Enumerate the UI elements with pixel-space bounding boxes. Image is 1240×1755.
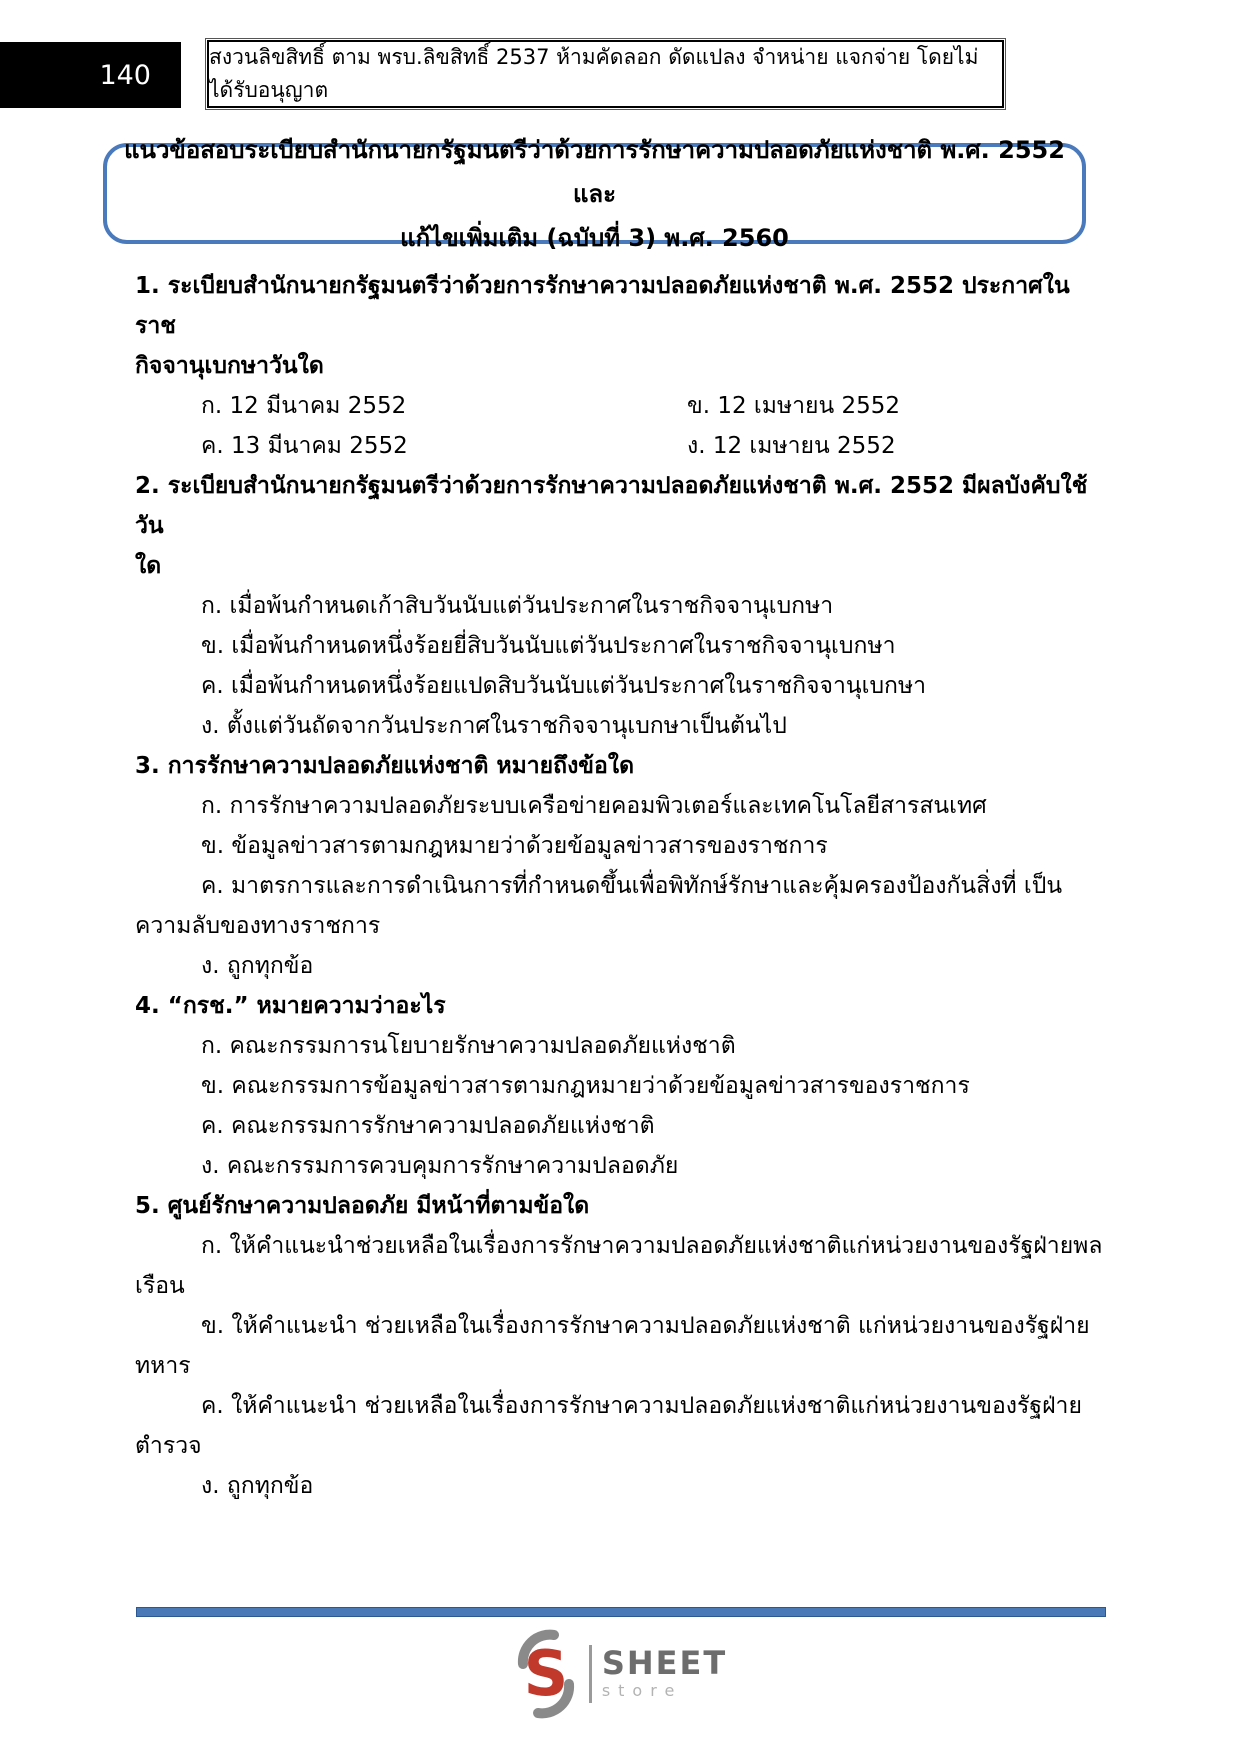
choice-d: ง. ตั้งแต่วันถัดจากวันประกาศในราชกิจจานุเบกษาเป็นต้นไป [201, 713, 787, 739]
logo-s-icon [513, 1628, 579, 1720]
choice-c: ค. เมื่อพ้นกำหนดหนึ่งร้อยแปดสิบวันนับแต่วันประกาศในราชกิจจานุเบกษา [201, 673, 927, 699]
choice-a-continued: เรือน [135, 1273, 185, 1299]
choice-c-continued: ความลับของทางราชการ [135, 913, 381, 939]
question-1 [135, 266, 1110, 466]
choice-d: ง. ถูกทุกข้อ [201, 1473, 314, 1499]
choice-a: ก. เมื่อพ้นกำหนดเก้าสิบวันนับแต่วันประกาศในราชกิจจานุเบกษา [201, 593, 834, 619]
logo-divider [589, 1645, 592, 1703]
choice-c: ค. 13 มีนาคม 2552 [201, 433, 408, 459]
question-4 [135, 986, 1110, 1186]
page-number-box [0, 42, 181, 108]
svg-text:S: S [523, 1637, 569, 1710]
question-text: 1. ระเบียบสำนักนายกรัฐมนตรีว่าด้วยการรักษาความปลอดภัยแห่งชาติ พ.ศ. 2552 ประกาศในราช [135, 273, 1070, 339]
question-2 [135, 466, 1110, 746]
choice-b-continued: ทหาร [135, 1353, 191, 1379]
question-text: กิจจานุเบกษาวันใด [135, 353, 324, 379]
question-text: 2. ระเบียบสำนักนายกรัฐมนตรีว่าด้วยการรักษาความปลอดภัยแห่งชาติ พ.ศ. 2552 มีผลบังคับใช้วัน [135, 473, 1088, 539]
choice-grid [135, 386, 1110, 466]
choice-b: ข. คณะกรรมการข้อมูลข่าวสารตามกฎหมายว่าด้วยข้อมูลข่าวสารของราชการ [201, 1073, 970, 1099]
sheet-store-logo [0, 1628, 1240, 1720]
exam-title-line-1: แนวข้อสอบระเบียบสำนักนายกรัฐมนตรีว่าด้วยการรักษาความปลอดภัยแห่งชาติ พ.ศ. 2552 และ [124, 135, 1065, 208]
choice-c: ค. คณะกรรมการรักษาความปลอดภัยแห่งชาติ [201, 1113, 655, 1139]
choice-a: ก. การรักษาความปลอดภัยระบบเครือข่ายคอมพิวเตอร์และเทคโนโลยีสารสนเทศ [201, 793, 987, 819]
choice-a: ก. คณะกรรมการนโยบายรักษาความปลอดภัยแห่งชาติ [201, 1033, 736, 1059]
page-number: 140 [99, 59, 151, 91]
choice-a: ก. 12 มีนาคม 2552 [201, 393, 407, 419]
copyright-notice: สงวนลิขสิทธิ์ ตาม พรบ.ลิขสิทธิ์ 2537 ห้ามคัดลอก ดัดแปลง จำหน่าย แจกจ่าย โดยไม่ได้รับอนุญาต [209, 45, 979, 102]
question-text: 4. “กรช.” หมายความว่าอะไร [135, 993, 446, 1019]
exam-title-box [103, 135, 1086, 252]
choice-c: ค. มาตรการและการดำเนินการที่กำหนดขึ้นเพื่อพิทักษ์รักษาและคุ้มครองป้องกันสิ่งที่ เป็น [201, 873, 1063, 899]
choice-d: ง. คณะกรรมการควบคุมการรักษาความปลอดภัย [201, 1153, 679, 1179]
choice-d: ง. 12 เมษายน 2552 [687, 433, 896, 459]
choice-d: ง. ถูกทุกข้อ [201, 953, 314, 979]
question-text: ใด [135, 553, 162, 579]
exam-title-line-2: แก้ไขเพิ่มเติม (ฉบับที่ 3) พ.ศ. 2560 [400, 223, 789, 252]
choice-c-continued: ตำรวจ [135, 1433, 202, 1459]
question-5 [135, 1186, 1110, 1506]
choice-b: ข. ข้อมูลข่าวสารตามกฎหมายว่าด้วยข้อมูลข่าวสารของราชการ [201, 833, 828, 859]
choice-c: ค. ให้คำแนะนำ ช่วยเหลือในเรื่องการรักษาความปลอดภัยแห่งชาติแก่หน่วยงานของรัฐฝ่าย [201, 1393, 1082, 1419]
choice-b: ข. เมื่อพ้นกำหนดหนึ่งร้อยยี่สิบวันนับแต่วันประกาศในราชกิจจานุเบกษา [201, 633, 896, 659]
choice-b: ข. 12 เมษายน 2552 [687, 393, 901, 419]
question-3 [135, 746, 1110, 986]
choice-b: ข. ให้คำแนะนำ ช่วยเหลือในเรื่องการรักษาความปลอดภัยแห่งชาติ แก่หน่วยงานของรัฐฝ่าย [201, 1313, 1090, 1339]
choice-a: ก. ให้คำแนะนำช่วยเหลือในเรื่องการรักษาความปลอดภัยแห่งชาติแก่หน่วยงานของรัฐฝ่ายพล [201, 1233, 1103, 1259]
question-text: 3. การรักษาความปลอดภัยแห่งชาติ หมายถึงข้อใด [135, 753, 635, 779]
question-text: 5. ศูนย์รักษาความปลอดภัย มีหน้าที่ตามข้อใด [135, 1193, 590, 1219]
exam-content [135, 266, 1110, 1506]
logo-sub-text: store [601, 1681, 683, 1700]
copyright-box [207, 40, 1004, 108]
logo-brand-text: SHEET [601, 1644, 728, 1682]
footer-divider [136, 1607, 1106, 1617]
